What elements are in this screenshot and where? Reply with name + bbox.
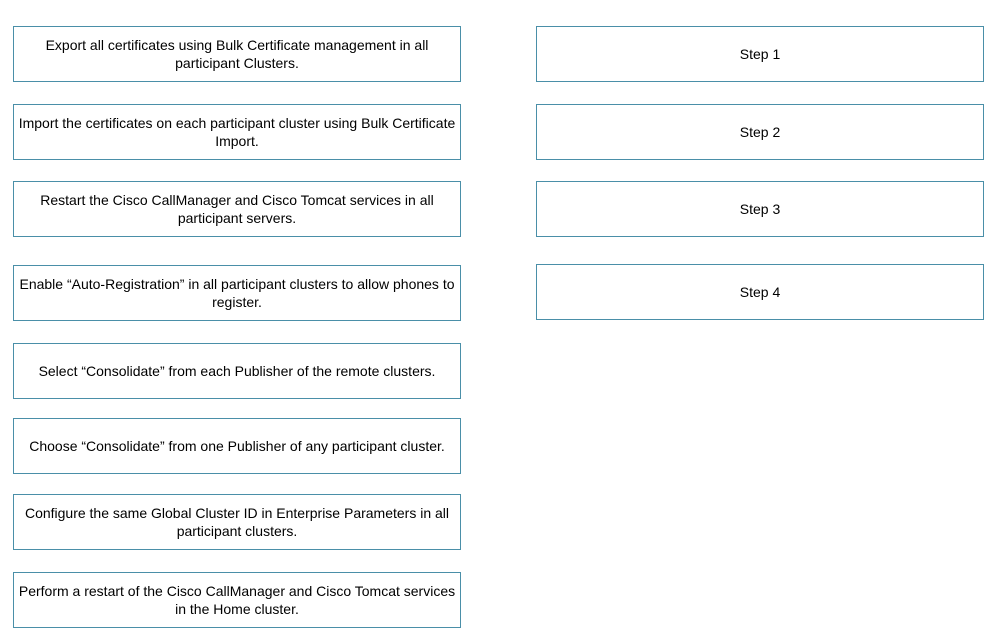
step-label: Step 2 [739,124,781,140]
step-label: Step 1 [739,46,781,62]
option-text: Restart the Cisco CallManager and Cisco Tomcat services in all participant servers. [40,192,434,226]
option-select-consolidate-each[interactable] [13,343,461,399]
option-import-certificates[interactable] [13,104,461,160]
option-enable-auto-registration[interactable] [13,265,461,321]
step-4-drop-target[interactable] [536,264,984,320]
step-3-drop-target[interactable] [536,181,984,237]
option-text: Perform a restart of the Cisco CallManager and Cisco Tomcat services in the Home cluster. [18,583,456,617]
option-text: Configure the same Global Cluster ID in Enterprise Parameters in all participant clusters. [24,505,450,539]
step-label: Step 4 [739,284,781,300]
option-restart-home-cluster[interactable] [13,572,461,628]
option-text: Export all certificates using Bulk Certificate management in all participant Clusters. [45,37,429,71]
step-2-drop-target[interactable] [536,104,984,160]
step-1-drop-target[interactable] [536,26,984,82]
option-configure-global-cluster-id[interactable] [13,494,461,550]
option-choose-consolidate-one[interactable] [13,418,461,474]
option-text: Select “Consolidate” from each Publisher of the remote clusters. [38,363,436,379]
step-label: Step 3 [739,201,781,217]
option-text: Choose “Consolidate” from one Publisher of any participant cluster. [29,438,445,454]
option-restart-all-servers[interactable] [13,181,461,237]
option-text: Enable “Auto-Registration” in all participant clusters to allow phones to register. [19,276,455,310]
option-text: Import the certificates on each participant cluster using Bulk Certificate Import. [18,115,456,149]
option-export-certificates[interactable] [13,26,461,82]
